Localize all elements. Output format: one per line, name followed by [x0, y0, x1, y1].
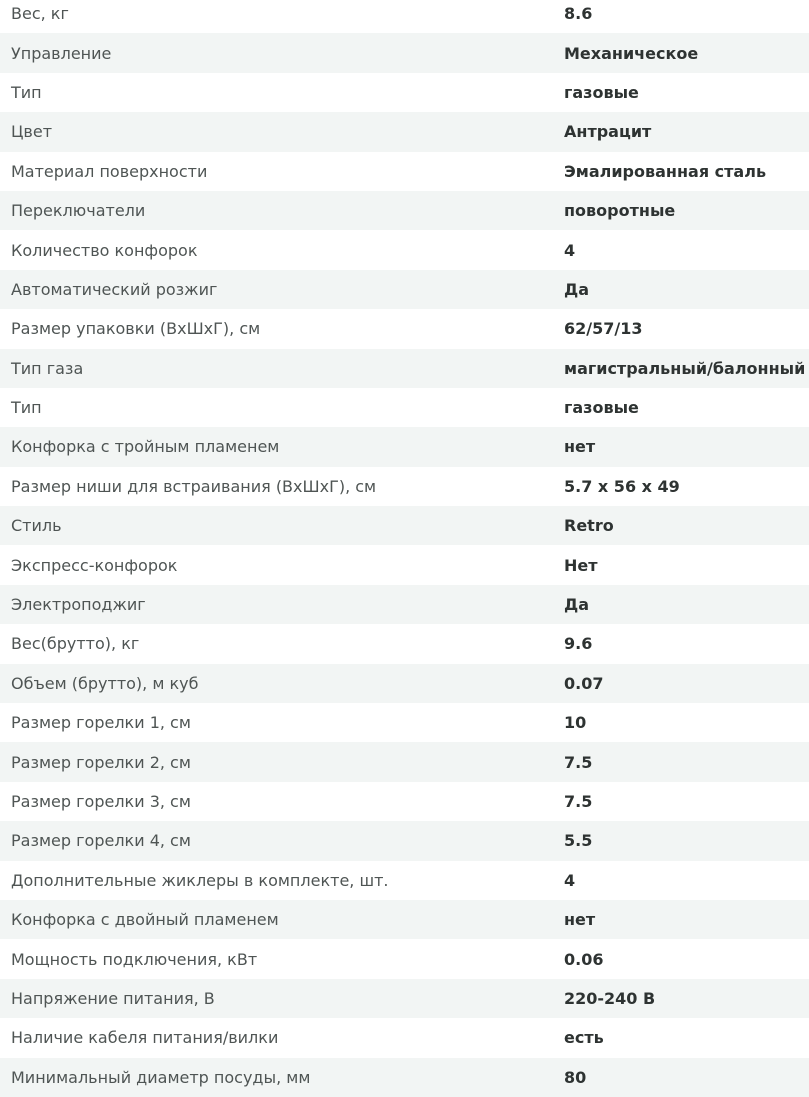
spec-label: Наличие кабеля питания/вилки: [11, 1028, 279, 1048]
spec-row-double-flame: [0, 900, 809, 939]
spec-value: 4: [564, 870, 576, 890]
spec-value: Retro: [564, 516, 614, 536]
spec-row-triple-flame: [0, 427, 809, 466]
spec-label: Тип: [11, 398, 42, 418]
spec-label: Цвет: [11, 122, 53, 142]
spec-value: 7.5: [564, 752, 593, 772]
spec-value: Нет: [564, 555, 598, 575]
spec-value: 4: [564, 240, 576, 260]
spec-row-switches: [0, 191, 809, 230]
spec-value: 5.7 x 56 x 49: [564, 476, 680, 496]
spec-value: Да: [564, 595, 590, 615]
spec-value: 0.07: [564, 673, 604, 693]
spec-label: Конфорка с тройным пламенем: [11, 437, 280, 457]
spec-label: Экспресс-конфорок: [11, 555, 178, 575]
spec-label: Мощность подключения, кВт: [11, 949, 258, 969]
spec-row-connection-power: [0, 939, 809, 978]
spec-label: Управление: [11, 43, 112, 63]
spec-row-burner-2-size: [0, 742, 809, 781]
spec-value: 9.6: [564, 634, 593, 654]
spec-value: поворотные: [564, 201, 676, 221]
spec-row-extra-jets: [0, 861, 809, 900]
spec-label: Размер горелки 2, см: [11, 752, 191, 772]
spec-row-burner-1-size: [0, 703, 809, 742]
spec-row-type: [0, 73, 809, 112]
spec-value: Да: [564, 279, 590, 299]
spec-label: Вес, кг: [11, 4, 69, 24]
spec-value: нет: [564, 910, 596, 930]
spec-label: Объем (брутто), м куб: [11, 673, 199, 693]
spec-label: Тип газа: [11, 358, 84, 378]
spec-row-type-2: [0, 388, 809, 427]
spec-label: Количество конфорок: [11, 240, 198, 260]
spec-row-niche-size: [0, 467, 809, 506]
spec-value: 80: [564, 1067, 587, 1087]
spec-label: Тип: [11, 82, 42, 102]
spec-label: Минимальный диаметр посуды, мм: [11, 1067, 311, 1087]
spec-row-auto-ignition: [0, 270, 809, 309]
spec-label: Размер упаковки (ВхШхГ), см: [11, 319, 261, 339]
spec-row-style: [0, 506, 809, 545]
spec-label: Материал поверхности: [11, 161, 208, 181]
spec-label: Конфорка с двойный пламенем: [11, 910, 279, 930]
spec-row-weight: [0, 0, 809, 33]
spec-value: 62/57/13: [564, 319, 643, 339]
spec-value: 220-240 В: [564, 988, 656, 1008]
spec-value: 7.5: [564, 792, 593, 811]
spec-row-surface-material: [0, 152, 809, 191]
spec-row-electric-ignition: [0, 585, 809, 624]
spec-label: Автоматический розжиг: [11, 279, 218, 299]
spec-label: Размер горелки 4, см: [11, 831, 191, 851]
spec-value: 0.06: [564, 949, 604, 969]
spec-value: Механическое: [564, 43, 699, 63]
spec-value: Антрацит: [564, 122, 652, 142]
spec-label: Дополнительные жиклеры в комплекте, шт.: [11, 870, 389, 890]
spec-row-express-burners: [0, 545, 809, 584]
spec-label: Электроподжиг: [11, 595, 146, 615]
spec-row-gas-type: [0, 349, 809, 388]
spec-label: Вес(брутто), кг: [11, 634, 140, 654]
spec-row-burner-3-size: [0, 782, 809, 821]
spec-value: газовые: [564, 82, 639, 102]
spec-label: Напряжение питания, В: [11, 988, 215, 1008]
spec-row-color: [0, 112, 809, 151]
spec-value: магистральный/балонный: [564, 358, 806, 378]
spec-row-min-cookware-diameter: [0, 1058, 809, 1097]
spec-label: Переключатели: [11, 201, 146, 221]
spec-value: 8.6: [564, 4, 593, 24]
spec-value: 10: [564, 713, 587, 733]
spec-value: нет: [564, 437, 596, 457]
spec-row-power-cable: [0, 1018, 809, 1057]
spec-label: Стиль: [11, 516, 62, 536]
spec-label: Размер горелки 1, см: [11, 713, 191, 733]
spec-value: Эмалированная сталь: [564, 161, 767, 181]
spec-row-supply-voltage: [0, 979, 809, 1018]
spec-row-package-size: [0, 309, 809, 348]
spec-label: Размер ниши для встраивания (ВхШхГ), см: [11, 476, 377, 496]
spec-row-burner-count: [0, 230, 809, 269]
spec-value: есть: [564, 1028, 604, 1048]
spec-row-gross-weight: [0, 624, 809, 663]
spec-value: газовые: [564, 398, 639, 418]
spec-row-burner-4-size: [0, 821, 809, 860]
spec-value: 5.5: [564, 831, 593, 851]
spec-row-gross-volume: [0, 664, 809, 703]
spec-row-control: [0, 33, 809, 72]
spec-label: Размер горелки 3, см: [11, 792, 191, 811]
